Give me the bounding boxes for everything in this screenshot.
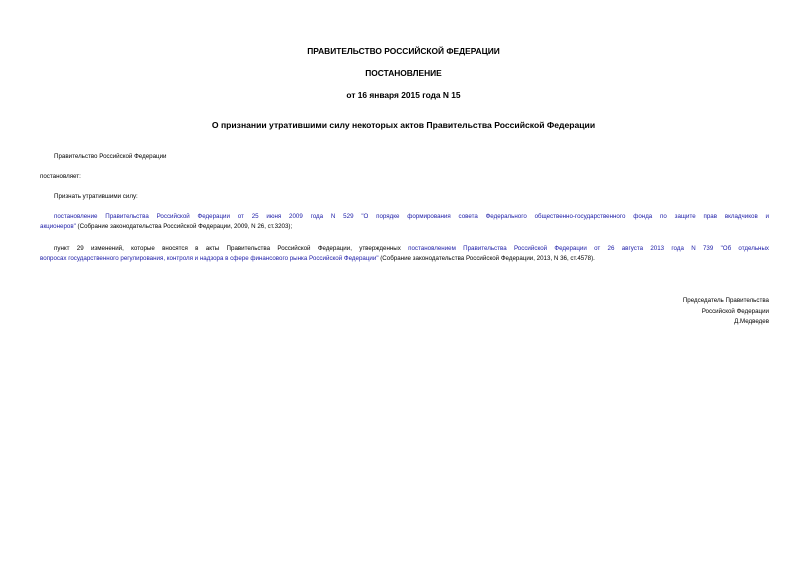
signature-block	[683, 296, 769, 328]
recognize-paragraph: Признать утратившими силу:	[54, 193, 138, 200]
document-title: О признании утратившими силу некоторых актов Правительства Российской Федерации	[211, 120, 596, 130]
signature-name: Д.Медведев	[734, 318, 769, 325]
signature-organization: Российской Федерации	[701, 307, 769, 315]
repealed-item-2-line-2	[40, 254, 769, 264]
repealed-item-2-source: (Собрание законодательства Российской Федерации, 2013, N 36, ст.4578).	[378, 255, 595, 262]
government-paragraph: Правительство Российской Федерации	[54, 153, 167, 160]
repealed-item-1	[40, 212, 769, 232]
repealed-item-2	[40, 244, 769, 264]
repealed-item-2-text: пункт 29 изменений, которые вносятся в акты Правительства Российской Федерации, утвержденных	[54, 245, 409, 252]
resolution-739-link[interactable]: постановлением Правительства Российской Федерации от 26 августа 2013 года N 739 "Об отдельных	[408, 245, 770, 252]
organization-heading: ПРАВИТЕЛЬСТВО РОССИЙСКОЙ ФЕДЕРАЦИИ	[307, 46, 500, 56]
document-date-number: от 16 января 2015 года N 15	[346, 90, 461, 100]
resolution-739-link-cont[interactable]: вопросах государственного регулирования, контроля и надзора в сфере финансового рынка Российской Федерации"	[40, 255, 379, 262]
repealed-item-1-line-2	[40, 222, 769, 232]
repealed-item-2-line-1	[40, 244, 769, 254]
resolution-529-link[interactable]: постановление Правительства Российской Федерации от 25 июня 2009 года N 529 "О порядке формирования совета Федерального общественно-государственного фонда по защите прав вкладчиков и	[54, 213, 769, 220]
resolution-529-link-cont[interactable]: акционеров"	[40, 223, 76, 230]
repealed-item-1-source: (Собрание законодательства Российской Федерации, 2009, N 26, ст.3203);	[75, 223, 293, 230]
document-type-heading: ПОСТАНОВЛЕНИЕ	[365, 68, 442, 78]
signature-position: Председатель Правительства	[682, 297, 769, 304]
resolves-paragraph: постановляет:	[40, 173, 81, 180]
repealed-item-1-line-1	[40, 212, 769, 222]
